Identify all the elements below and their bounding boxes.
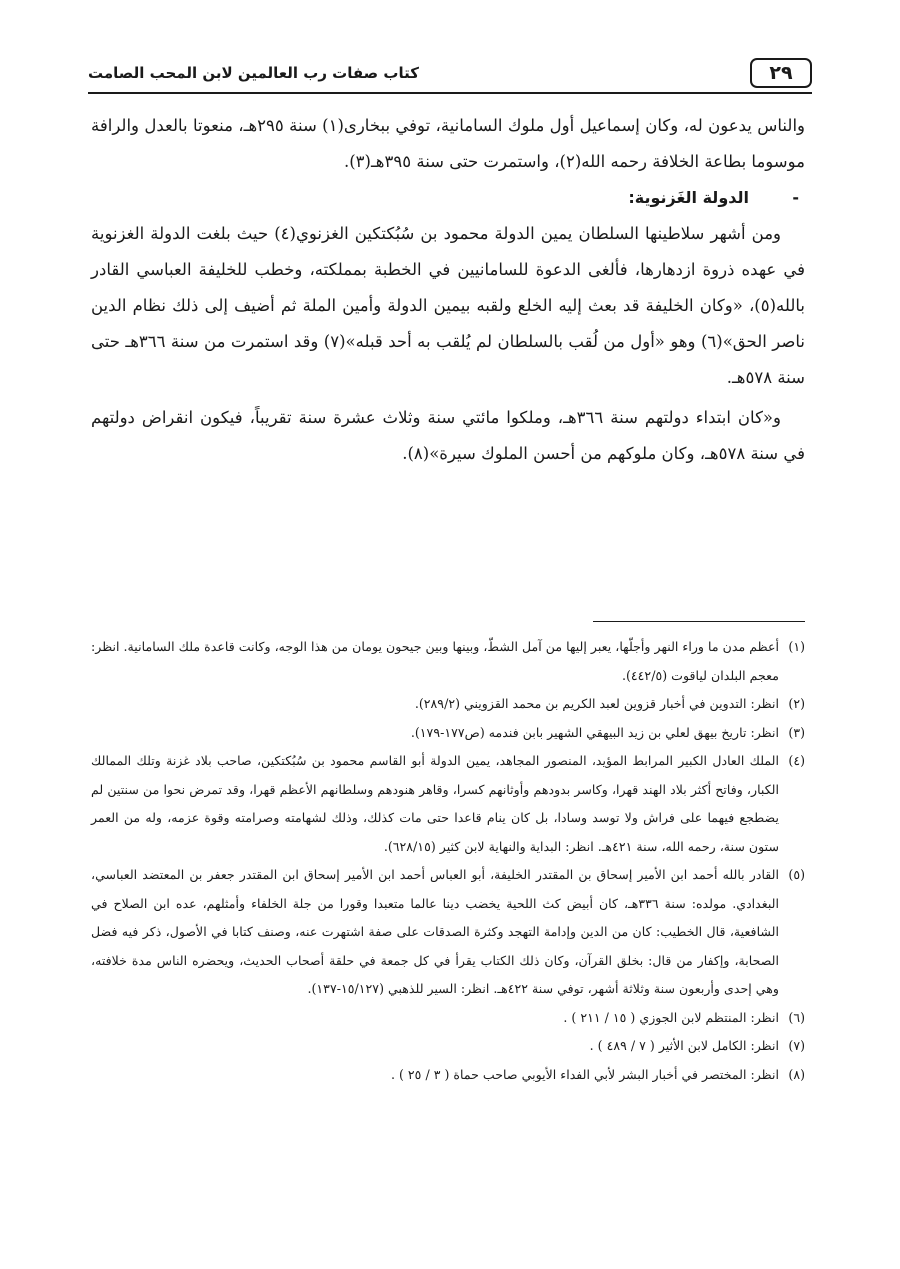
footnote-text: انظر: التدوين في أخبار قزوين لعبد الكريم بن محمد القزويني (٢٨٩/٢). <box>414 696 779 711</box>
footnote-text: انظر: المنتظم لابن الجوزي ( ١٥ / ٢١١ ) . <box>563 1009 779 1025</box>
footnote-1 <box>91 633 805 690</box>
footnote-text: الملك العادل الكبير المرابط المؤيد، المنصور المجاهد، يمين الدولة أبو القاسم محمود بن سُبُكتكين، صاحب بلاد غزنة وتلك الممالك الكبار، وفاتح أكثر بلاد الهند قهرا، وكاسر بدودهم وأوثانهم كسرا، وقاهر هنودهم وسلطانهم الأعظم قهرا، وقد تمرض نحوا من سنتين لم يضطجع فيهما على فراش ولا توسد وسادا، بل كان ينام قاعدا حتى مات كذلك، وذلك لشهامته وصرامته وقوة عزمه، وله من العمر ستون سنة، رحمه الله، سنة ٤٢١هـ. انظر: البداية والنهاية لابن كثير (٦٢٨/١٥). <box>91 753 779 854</box>
footnote-number: (٦) <box>788 1009 805 1025</box>
footnote-2 <box>91 690 805 719</box>
footnote-text: انظر: المختصر في أخبار البشر لأبي الفداء الأيوبي صاحب حماة ( ٣ / ٢٥ ) . <box>390 1066 779 1082</box>
paragraph-2: ومن أشهر سلاطينها السلطان يمين الدولة محمود بن سُبُكتكين الغزنوي(٤) حيث بلغت الدولة الغزنوية في عهده ذروة ازدهارها، فألغى الدعوة للسامانيين في الخطبة بمملكته، وخطب للخليفة العباسي القادر بالله(٥)، «وكان الخليفة قد بعث إليه الخلع ولقبه بيمين الدولة وأمين الملة ثم أضيف إلى ذلك نظام الدين ناصر الحق»(٦) وهو «أول من لُقب بالسلطان لم يُلقب به أحد قبله»(٧) وقد استمرت من سنة ٣٦٦هـ حتى سنة ٥٧٨هـ. <box>91 224 805 387</box>
footnote-number: (٧) <box>788 1038 805 1053</box>
footnote-separator <box>593 621 805 622</box>
footnote-number: (١) <box>788 639 805 654</box>
footnote-3 <box>91 719 805 748</box>
footnote-number: (٤) <box>788 753 805 768</box>
footnote-text: انظر: تاريخ بيهق لعلي بن زيد البيهقي الشهير بابن فندمه (ص١٧٧-١٧٩). <box>410 724 779 740</box>
footnote-7 <box>91 1032 805 1061</box>
footnote-6 <box>91 1004 805 1033</box>
page-number: ٢٩ <box>750 58 812 88</box>
heading-dash: - <box>792 188 799 207</box>
footnote-5 <box>91 861 805 1004</box>
paragraph-3: و«كان ابتداء دولتهم سنة ٣٦٦هـ، وملكوا مائتي سنة وثلاث عشرة سنة تقريباً، فيكون انقراض دولتهم في سنة ٥٧٨هـ، وكان ملوكهم من أحسن الملوك سيرة»(٨). <box>91 408 805 463</box>
paragraph-1: والناس يدعون له، وكان إسماعيل أول ملوك السامانية، توفي ببخارى(١) سنة ٢٩٥هـ، منعوتا بالعدل والرافة موسوما بطاعة الخلافة رحمه الله(٢)، واستمرت حتى سنة ٣٩٥هـ(٣). <box>91 116 805 171</box>
section-heading <box>91 180 805 216</box>
footnote-number: (٣) <box>788 724 805 740</box>
running-title: كتاب صفات رب العالمين لابن المحب الصامت <box>88 64 419 82</box>
main-text <box>91 108 805 472</box>
heading-text: الدولة الغَزنوية: <box>628 188 749 207</box>
footnote-text: أعظم مدن ما وراء النهر وأجلّها، يعبر إليها من آمل الشطّ، وبينها وبين جيحون يومان من هذا الوجه، وكانت قاعدة ملك السامانية. انظر: معجم البلدان لياقوت (٤٤٢/٥). <box>91 639 779 683</box>
page-header <box>88 58 812 94</box>
footnote-text: انظر: الكامل لابن الأثير ( ٧ / ٤٨٩ ) . <box>589 1038 779 1053</box>
footnote-number: (٥) <box>788 867 805 882</box>
footnote-8 <box>91 1061 805 1090</box>
footnote-number: (٢) <box>788 696 805 711</box>
footnote-text: القادر بالله أحمد ابن الأمير إسحاق بن المقتدر الخليفة، أبو العباس أحمد ابن الأمير إسحاق ابن المقتدر جعفر بن المعتضد العباسي، البغدادي. مولده: سنة ٣٣٦هـ، كان أبيض كث اللحية يخضب دينا عالما متعبدا وقورا من جلة الخلفاء وأمثلهم، عده ابن الصلاح في الشافعية، قال الخطيب: كان من الدين وإدامة التهجد وكثرة الصدقات على صفة اشتهرت عنه، وصنف كتابا في الأصول، ذكر فيه فضل الصحابة، وإكفار من قال: بخلق القرآن، وكان ذلك الكتاب يقرأ في كل جمعة في حلقة أصحاب الحديث، ويحضره الناس مدة خلافته، وهي إحدى وأربعون سنة وثلاثة أشهر، توفي سنة ٤٢٢هـ. انظر: السير للذهبي (١٥/١٢٧-١٣٧). <box>91 867 780 996</box>
footnotes <box>91 633 805 1089</box>
header-rule <box>88 92 812 94</box>
footnote-number: (٨) <box>788 1066 805 1082</box>
footnote-4 <box>91 747 805 861</box>
